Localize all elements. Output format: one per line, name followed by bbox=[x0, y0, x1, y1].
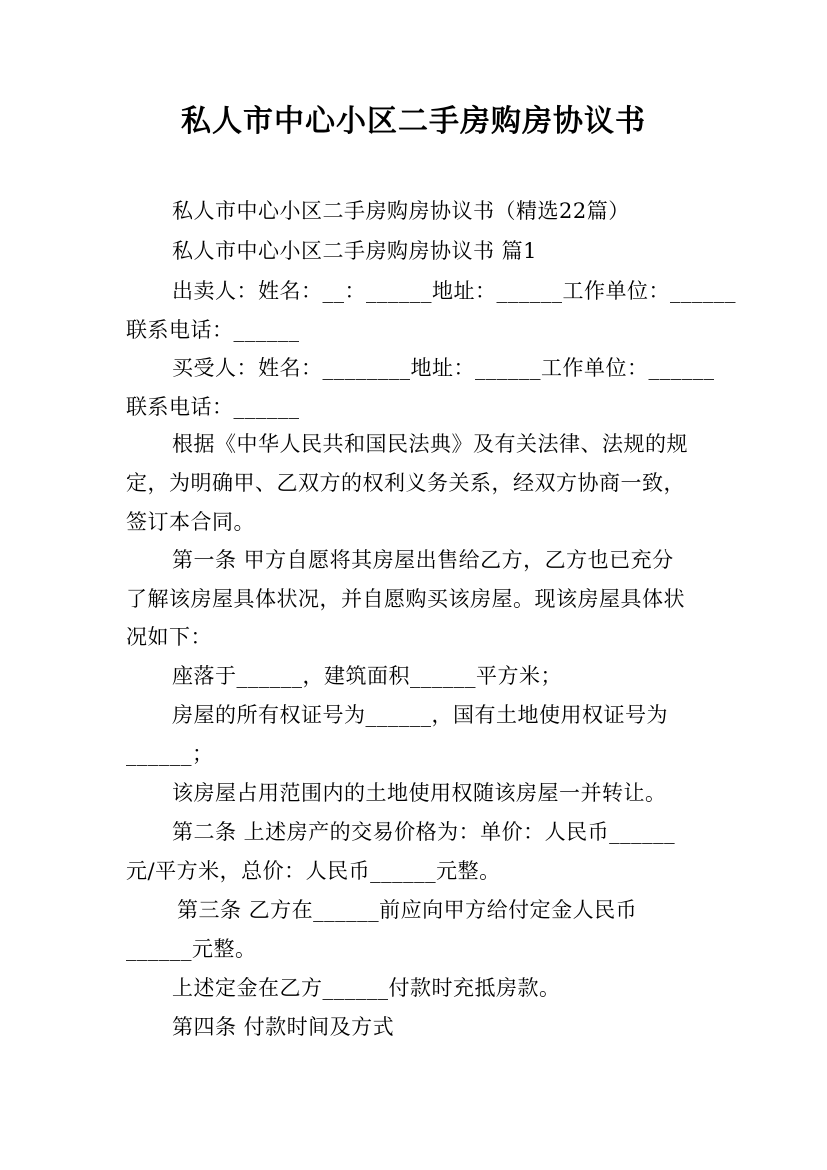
paragraph-line: 定，为明确甲、乙双方的权利义务关系，经双方协商一致， bbox=[126, 471, 685, 495]
section-heading: 私人市中心小区二手房购房协议书 篇1 bbox=[172, 239, 538, 263]
paragraph-line: 根据《中华人民共和国民法典》及有关法律、法规的规 bbox=[172, 432, 688, 456]
seller-info-line: 出卖人：姓名：__：______地址：______工作单位：______ bbox=[172, 279, 736, 303]
subtitle-line: 私人市中心小区二手房购房协议书（精选22篇） bbox=[172, 199, 630, 223]
article-2-line: 元/平方米，总价：人民币______元整。 bbox=[126, 859, 501, 883]
article-4-heading: 第四条 付款时间及方式 bbox=[172, 1015, 395, 1039]
land-use-line: 该房屋占用范围内的土地使用权随该房屋一并转让。 bbox=[172, 781, 667, 805]
article-3-line: ______元整。 bbox=[126, 937, 257, 961]
article-2-line: 第二条 上述房产的交易价格为：单价：人民币______ bbox=[172, 820, 676, 844]
deposit-line: 上述定金在乙方______付款时充抵房款。 bbox=[172, 976, 561, 1000]
article-1-line: 第一条 甲方自愿将其房屋出售给乙方，乙方也已充分 bbox=[172, 548, 674, 572]
paragraph-line: 签订本合同。 bbox=[126, 510, 255, 534]
certificate-line: 房屋的所有权证号为______，国有土地使用权证号为 bbox=[172, 703, 668, 727]
buyer-info-line: 买受人：姓名：________地址：______工作单位：______ bbox=[172, 356, 715, 380]
buyer-phone-line: 联系电话：______ bbox=[126, 395, 300, 419]
location-line: 座落于______，建筑面积______平方米； bbox=[172, 664, 562, 688]
certificate-line: ______； bbox=[126, 742, 214, 766]
seller-phone-line: 联系电话：______ bbox=[126, 318, 300, 342]
article-1-line: 了解该房屋具体状况，并自愿购买该房屋。现该房屋具体状 bbox=[126, 587, 685, 611]
article-1-line: 况如下： bbox=[126, 625, 212, 649]
document-title: 私人市中心小区二手房购房协议书 bbox=[181, 104, 646, 139]
article-3-line: 第三条 乙方在______前应向甲方给付定金人民币 bbox=[177, 898, 638, 922]
